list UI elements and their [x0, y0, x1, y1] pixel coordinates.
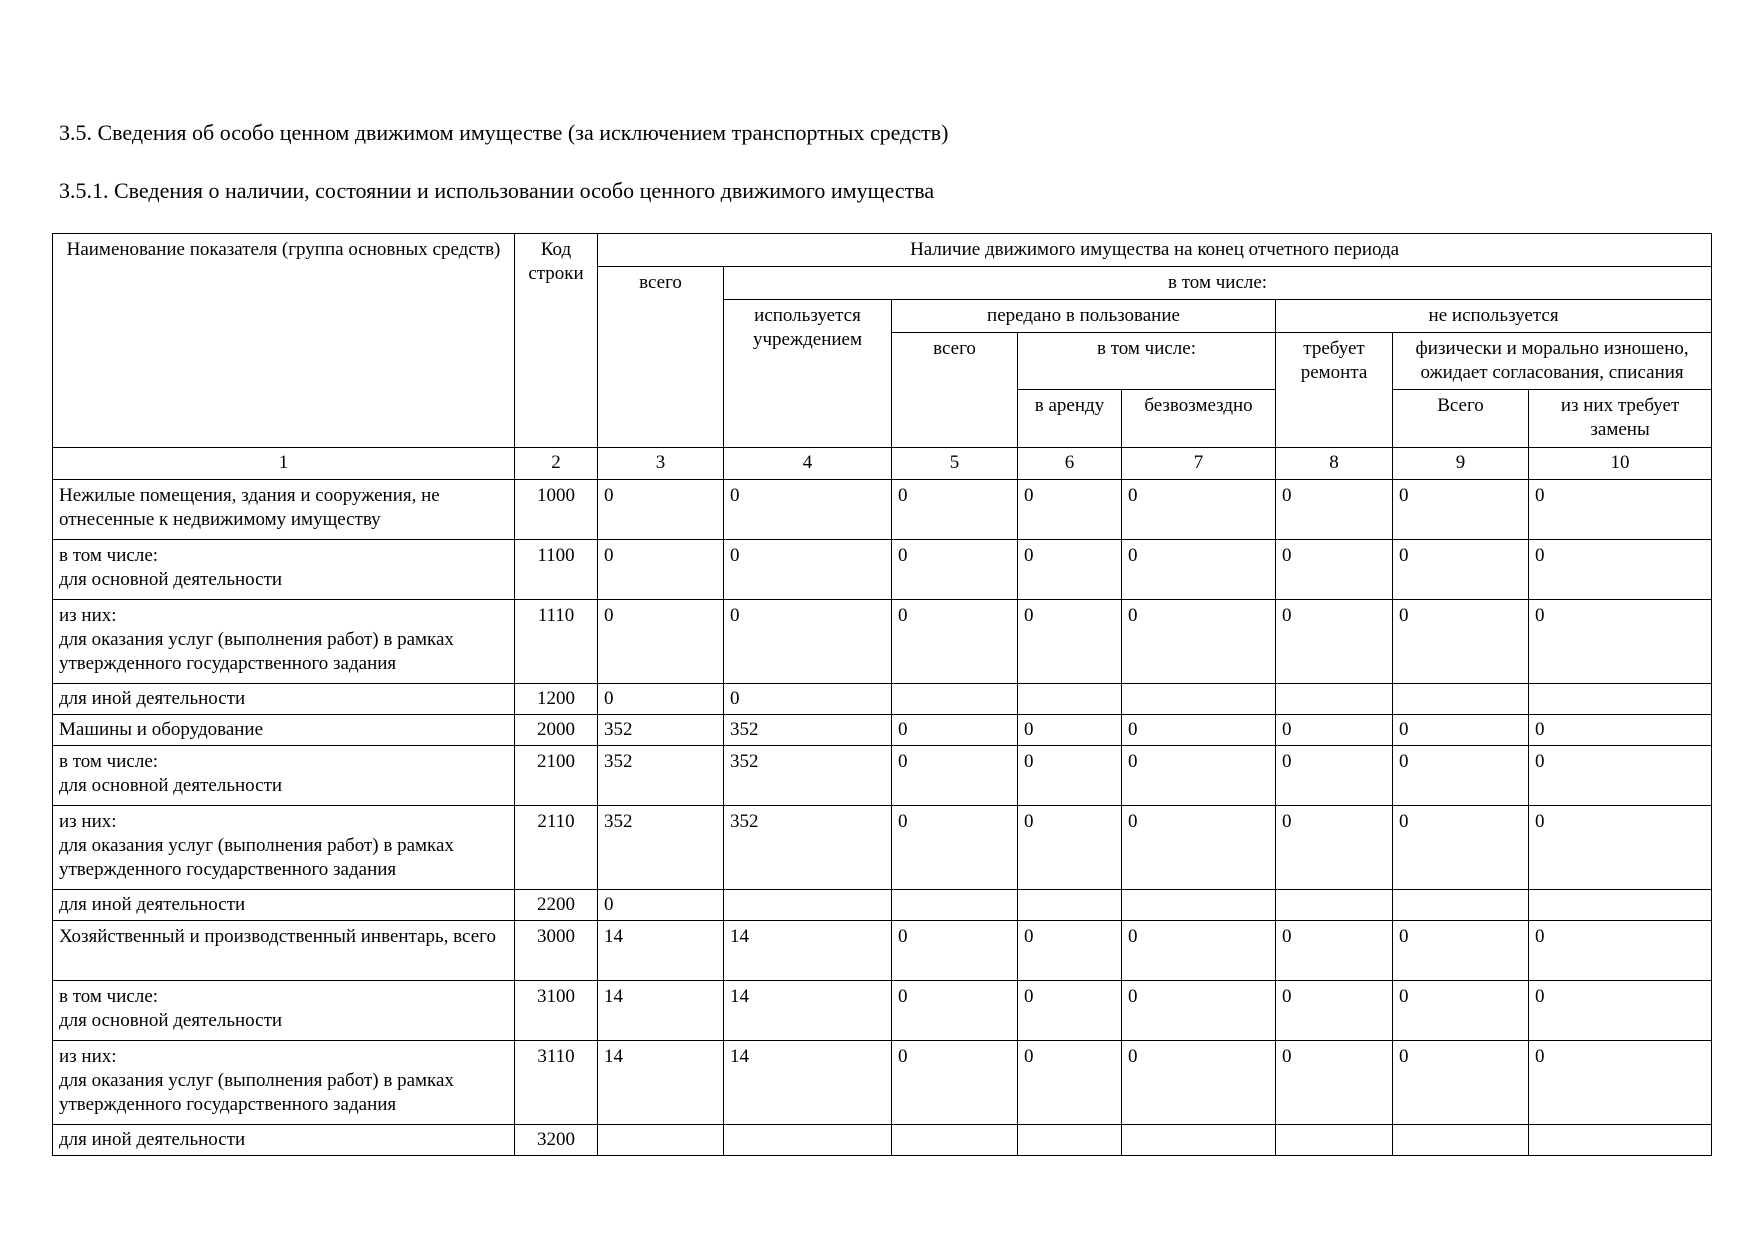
- header-code: Код строки: [515, 234, 598, 448]
- row-value: 0: [1276, 806, 1393, 890]
- row-value: 0: [1122, 480, 1276, 540]
- row-value: [1018, 684, 1122, 715]
- row-value: 14: [724, 1041, 892, 1125]
- row-value: 0: [892, 1041, 1018, 1125]
- row-value: [1122, 1125, 1276, 1156]
- section-heading: 3.5. Сведения об особо ценном движимом имуществе (за исключением транспортных средств): [59, 120, 949, 145]
- row-code: 3100: [515, 981, 598, 1041]
- subsection-heading: 3.5.1. Сведения о наличии, состоянии и использовании особо ценного движимого имущества: [59, 178, 935, 203]
- row-value: [598, 1125, 724, 1156]
- row-code: 1100: [515, 540, 598, 600]
- header-transferred-including: в том числе:: [1018, 333, 1276, 390]
- row-value: 0: [598, 684, 724, 715]
- row-value: 14: [598, 981, 724, 1041]
- row-value: 0: [892, 715, 1018, 746]
- row-value: 0: [1122, 746, 1276, 806]
- row-value: [892, 1125, 1018, 1156]
- row-value: [1276, 890, 1393, 921]
- row-value: 0: [892, 806, 1018, 890]
- row-value: 0: [1018, 715, 1122, 746]
- row-value: 0: [1018, 746, 1122, 806]
- row-value: 0: [1529, 715, 1712, 746]
- row-value: [892, 684, 1018, 715]
- row-value: 0: [1393, 1041, 1529, 1125]
- row-name: в том числе: для основной деятельности: [53, 540, 515, 600]
- row-value: 0: [598, 600, 724, 684]
- row-value: 0: [1393, 540, 1529, 600]
- row-value: 0: [1122, 540, 1276, 600]
- row-value: 0: [1393, 981, 1529, 1041]
- row-value: 14: [598, 921, 724, 981]
- row-code: 2110: [515, 806, 598, 890]
- row-value: 352: [598, 715, 724, 746]
- row-value: 0: [598, 890, 724, 921]
- row-value: [1276, 1125, 1393, 1156]
- row-value: 0: [1529, 981, 1712, 1041]
- row-value: 0: [892, 600, 1018, 684]
- row-value: [1122, 890, 1276, 921]
- row-value: [1529, 890, 1712, 921]
- row-name: Хозяйственный и производственный инвентарь, всего: [53, 921, 515, 981]
- row-name: Нежилые помещения, здания и сооружения, не отнесенные к недвижимому имуществу: [53, 480, 515, 540]
- row-value: 0: [1529, 806, 1712, 890]
- row-value: 0: [892, 921, 1018, 981]
- column-number: 8: [1276, 448, 1393, 480]
- row-value: 0: [1529, 540, 1712, 600]
- row-value: 0: [1276, 715, 1393, 746]
- row-code: 2000: [515, 715, 598, 746]
- row-value: 0: [1018, 540, 1122, 600]
- header-not-used: не используется: [1276, 300, 1712, 333]
- row-value: 0: [1529, 480, 1712, 540]
- row-value: 0: [1122, 806, 1276, 890]
- header-including: в том числе:: [724, 267, 1712, 300]
- row-name: для иной деятельности: [53, 684, 515, 715]
- row-value: 0: [1529, 1041, 1712, 1125]
- row-value: 0: [892, 981, 1018, 1041]
- header-worn-total: Всего: [1393, 390, 1529, 448]
- row-value: 0: [724, 600, 892, 684]
- header-needs-repair: требует ремонта: [1276, 333, 1393, 448]
- row-name: в том числе: для основной деятельности: [53, 981, 515, 1041]
- header-name: Наименование показателя (группа основных средств): [53, 234, 515, 448]
- header-free: безвозмездно: [1122, 390, 1276, 448]
- row-value: [1018, 1125, 1122, 1156]
- row-value: [724, 1125, 892, 1156]
- row-name: из них: для оказания услуг (выполнения работ) в рамках утвержденного государственного задания: [53, 1041, 515, 1125]
- row-value: 0: [1276, 981, 1393, 1041]
- table-row: [53, 540, 1712, 600]
- table-row: [53, 1041, 1712, 1125]
- row-code: 2100: [515, 746, 598, 806]
- row-value: [1393, 1125, 1529, 1156]
- row-value: 0: [1122, 1041, 1276, 1125]
- row-value: 0: [1393, 600, 1529, 684]
- table-row: [53, 921, 1712, 981]
- row-value: 0: [1276, 600, 1393, 684]
- header-needs-replacement: из них требует замены: [1529, 390, 1712, 448]
- header-transferred: передано в пользование: [892, 300, 1276, 333]
- row-code: 3110: [515, 1041, 598, 1125]
- row-value: 14: [598, 1041, 724, 1125]
- row-value: [1393, 890, 1529, 921]
- row-value: 0: [1122, 715, 1276, 746]
- row-value: 0: [598, 540, 724, 600]
- row-value: 14: [724, 981, 892, 1041]
- row-code: 1200: [515, 684, 598, 715]
- column-number: 6: [1018, 448, 1122, 480]
- row-value: 352: [724, 715, 892, 746]
- row-value: [892, 890, 1018, 921]
- row-value: [724, 890, 892, 921]
- header-transferred-total: всего: [892, 333, 1018, 448]
- row-value: 0: [1276, 540, 1393, 600]
- row-value: 0: [724, 540, 892, 600]
- row-value: 0: [1276, 480, 1393, 540]
- row-value: 0: [1276, 1041, 1393, 1125]
- row-value: 0: [1393, 480, 1529, 540]
- row-name: из них: для оказания услуг (выполнения работ) в рамках утвержденного государственного задания: [53, 806, 515, 890]
- row-name: для иной деятельности: [53, 890, 515, 921]
- row-value: [1276, 684, 1393, 715]
- header-total: всего: [598, 267, 724, 448]
- row-value: [1122, 684, 1276, 715]
- table-row: [53, 480, 1712, 540]
- row-value: 0: [1529, 600, 1712, 684]
- row-value: 0: [724, 480, 892, 540]
- table-row: [53, 715, 1712, 746]
- column-number: 9: [1393, 448, 1529, 480]
- row-value: 0: [1393, 806, 1529, 890]
- row-name: из них: для оказания услуг (выполнения работ) в рамках утвержденного государственного задания: [53, 600, 515, 684]
- row-value: 0: [1529, 921, 1712, 981]
- row-value: 0: [724, 684, 892, 715]
- table-row: [53, 1125, 1712, 1156]
- table-row: [53, 806, 1712, 890]
- row-code: 3000: [515, 921, 598, 981]
- column-number: 10: [1529, 448, 1712, 480]
- column-number: 3: [598, 448, 724, 480]
- row-value: 0: [1018, 480, 1122, 540]
- row-value: 14: [724, 921, 892, 981]
- row-value: 0: [1018, 806, 1122, 890]
- column-number: 2: [515, 448, 598, 480]
- row-value: 0: [892, 480, 1018, 540]
- row-value: 0: [1276, 746, 1393, 806]
- table-row: [53, 890, 1712, 921]
- table-row: [53, 684, 1712, 715]
- row-value: 0: [1122, 921, 1276, 981]
- row-value: [1529, 684, 1712, 715]
- row-value: 0: [1276, 921, 1393, 981]
- row-value: 0: [892, 746, 1018, 806]
- row-value: 0: [1122, 981, 1276, 1041]
- column-numbers-row: [53, 448, 1712, 480]
- row-value: [1393, 684, 1529, 715]
- row-code: 1000: [515, 480, 598, 540]
- row-value: 352: [598, 806, 724, 890]
- column-number: 5: [892, 448, 1018, 480]
- table-row: [53, 600, 1712, 684]
- column-number: 1: [53, 448, 515, 480]
- table-row: [53, 981, 1712, 1041]
- column-number: 4: [724, 448, 892, 480]
- row-value: 352: [724, 806, 892, 890]
- row-value: 0: [1393, 921, 1529, 981]
- row-value: 0: [1018, 981, 1122, 1041]
- header-worn-out: физически и морально изношено, ожидает согласования, списания: [1393, 333, 1712, 390]
- row-code: 3200: [515, 1125, 598, 1156]
- row-value: 0: [1393, 746, 1529, 806]
- row-value: 0: [598, 480, 724, 540]
- row-value: 352: [724, 746, 892, 806]
- row-value: 0: [1393, 715, 1529, 746]
- row-code: 1110: [515, 600, 598, 684]
- column-number: 7: [1122, 448, 1276, 480]
- row-value: 0: [1122, 600, 1276, 684]
- header-rent: в аренду: [1018, 390, 1122, 448]
- row-value: 0: [1529, 746, 1712, 806]
- row-value: 352: [598, 746, 724, 806]
- row-value: [1529, 1125, 1712, 1156]
- row-name: в том числе: для основной деятельности: [53, 746, 515, 806]
- row-name: для иной деятельности: [53, 1125, 515, 1156]
- table-row: [53, 746, 1712, 806]
- row-value: 0: [1018, 600, 1122, 684]
- row-value: 0: [1018, 921, 1122, 981]
- row-value: 0: [1018, 1041, 1122, 1125]
- header-availability: Наличие движимого имущества на конец отчетного периода: [598, 234, 1712, 267]
- row-value: [1018, 890, 1122, 921]
- property-table: [52, 233, 1712, 1156]
- row-name: Машины и оборудование: [53, 715, 515, 746]
- row-value: 0: [892, 540, 1018, 600]
- header-used: используется учреждением: [724, 300, 892, 448]
- row-code: 2200: [515, 890, 598, 921]
